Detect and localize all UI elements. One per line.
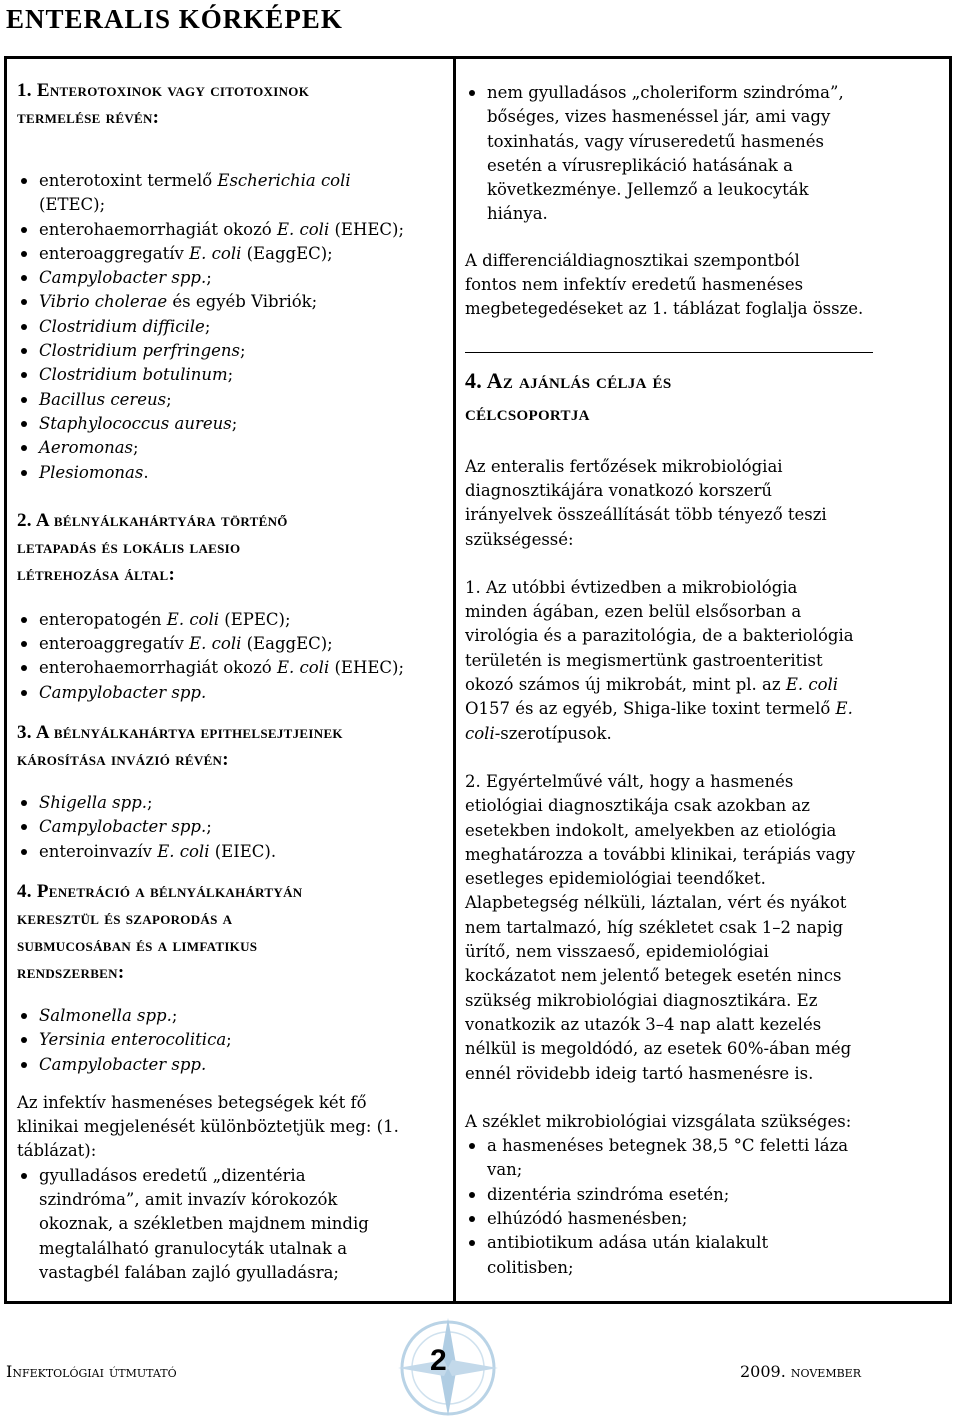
organism-name: Bacillus cereus: [39, 389, 167, 409]
text-run: enteroinvazív: [39, 841, 158, 861]
text-line: colitisben;: [487, 1257, 574, 1277]
list-item: [17, 169, 437, 193]
text-run: és egyéb Vibriók;: [167, 292, 318, 312]
list-item: [17, 1053, 437, 1077]
heading-line: célcsoportja: [465, 399, 590, 425]
text-line: diagnosztikájára vonatkozó korszerű: [465, 480, 773, 500]
heading-line: 4. Penetráció a bélnyálkahártyán: [17, 880, 303, 902]
list-item: [17, 412, 437, 436]
text-line: nélkül is megoldódó, az esetek 60%-ában még: [465, 1039, 852, 1059]
stool-exam-paragraph: A széklet mikrobiológiai vizsgálata szükséges:: [465, 1111, 852, 1131]
text-line: nem gyulladásos „choleriform szindróma”,: [487, 83, 844, 102]
text-line: kockázatot nem jelentő betegek esetén nincs: [465, 966, 842, 986]
organism-name: E. coli: [276, 658, 330, 678]
organism-name: Campylobacter spp.: [39, 817, 207, 837]
section-3-list: [17, 791, 437, 864]
text-line: minden ágában, ezen belül elsősorban a: [465, 602, 802, 622]
text-line: okoznak, a székletben majdnem mindig: [39, 1214, 369, 1234]
text-run: (ETEC);: [39, 195, 106, 215]
organism-name: coli: [465, 723, 495, 743]
list-item: [17, 218, 437, 242]
text-line: Az enteralis fertőzések mikrobiológiai: [465, 456, 783, 476]
organism-name: Clostridium botulinum: [39, 365, 228, 385]
text-line: elhúzódó hasmenésben;: [487, 1208, 688, 1228]
list-item: [17, 1164, 437, 1285]
differential-paragraph: [465, 249, 935, 322]
list-item: [17, 436, 437, 460]
section-4-list: [17, 1004, 437, 1077]
text-line: toxinhatás, vagy víruseredetű hasmenés: [487, 131, 824, 151]
text-run: ;: [227, 365, 234, 385]
intro-paragraph: [17, 1091, 437, 1164]
text-run: (EaggEC);: [241, 634, 333, 654]
column-divider: [453, 59, 456, 1301]
section-goal-heading: [465, 365, 935, 429]
organism-name: Campylobacter spp.: [39, 268, 207, 288]
text-line: esetleges epidemiológiai teendőket.: [465, 869, 766, 889]
text-run: ;: [166, 389, 172, 409]
organism-name: Vibrio cholerae: [39, 292, 168, 312]
right-column: [465, 59, 935, 1280]
left-column: [17, 59, 437, 1285]
organism-name: Salmonella spp.: [39, 1005, 172, 1025]
list-item: [17, 608, 437, 632]
heading-line: 1. Enterotoxinok vagy citotoxinok: [17, 80, 310, 101]
heading-line: rendszerben:: [17, 961, 125, 983]
text-run: -szerotípusok.: [494, 723, 612, 743]
point-1-paragraph: [465, 576, 935, 746]
organism-name: Staphylococcus aureus: [39, 413, 232, 433]
heading-line: submucosában és a limfatikus: [17, 934, 258, 956]
heading-line: 4. Az ajánlás célja és: [465, 367, 672, 393]
text-line: a hasmenéses betegnek 38,5 °C feletti láza: [487, 1136, 849, 1156]
text-line: dizentéria szindróma esetén;: [487, 1184, 730, 1204]
text-run: enteropatogén: [39, 609, 167, 629]
list-item: [17, 815, 437, 839]
text-line: fontos nem infektív eredetű hasmenéses: [465, 275, 804, 295]
heading-line: letapadás és lokális laesio: [17, 536, 241, 558]
organism-name: E. coli: [166, 609, 220, 629]
organism-name: Aeromonas: [39, 438, 134, 458]
text-line: következménye. Jellemző a leukocyták: [487, 180, 809, 200]
text-line: virológia és a parazitológia, de a bakteriológia: [465, 626, 854, 646]
organism-name: E. coli: [157, 841, 210, 861]
organism-name: Plesiomonas: [39, 462, 144, 482]
organism-name: E.: [835, 699, 853, 719]
text-line: táblázat):: [17, 1141, 97, 1161]
text-run: ;: [231, 413, 238, 433]
text-run: ;: [240, 341, 246, 361]
organism-name: E. coli: [189, 243, 242, 263]
organism-name: Escherichia coli: [217, 171, 351, 190]
text-line: Alapbetegség nélküli, láztalan, vért és nyákot: [465, 893, 847, 913]
stool-exam-list: [465, 1134, 935, 1280]
text-run: O157 és az egyéb, Shiga-like toxint termelő: [465, 699, 836, 719]
text-line: ennél rövidebb ideig tartó hasmenésre is.: [465, 1063, 814, 1083]
organism-name: E. coli: [189, 634, 242, 654]
organism-name: Clostridium perfringens: [39, 341, 240, 361]
list-item: [17, 363, 437, 387]
page-title: ENTERALIS KÓRKÉPEK: [6, 4, 343, 34]
organism-name: E. coli: [276, 219, 330, 239]
text-line: esetekben indokolt, amelyekben az etiológia: [465, 820, 837, 840]
content-frame: [4, 56, 952, 1304]
text-run: (EIEC).: [209, 841, 277, 861]
section-1-heading: [17, 77, 437, 131]
footer-date: 2009. november: [740, 1362, 861, 1381]
list-item: [17, 290, 437, 314]
text-run: ;: [206, 268, 212, 288]
text-line: szükség mikrobiológiai diagnosztikára. Ez: [465, 990, 818, 1010]
list-item: [17, 1028, 437, 1052]
text-line: [465, 673, 935, 697]
text-line: [465, 697, 935, 721]
list-item: [465, 1134, 935, 1183]
text-run: (EPEC);: [219, 609, 291, 629]
text-line: [465, 722, 935, 746]
list-item: [17, 1004, 437, 1028]
text-run: ;: [204, 316, 211, 336]
text-run: ;: [133, 438, 139, 458]
heading-line: károsítása invázió révén:: [17, 749, 229, 771]
presentation-list: [17, 1164, 437, 1285]
text-line: A differenciáldiagnosztikai szempontból: [465, 250, 800, 270]
list-item: [17, 632, 437, 656]
list-item: [17, 193, 437, 217]
text-line: vonatkozik az utazók 3–4 nap alatt kezelés: [465, 1014, 822, 1034]
list-item: [17, 388, 437, 412]
text-line: 1. Az utóbbi évtizedben a mikrobiológia: [465, 577, 798, 597]
text-line: van;: [487, 1160, 523, 1180]
section-2-heading: [17, 507, 437, 588]
text-line: megtalálható granulocyták utalnak a: [39, 1238, 348, 1258]
compass-watermark-icon: [348, 1308, 548, 1416]
text-run: (EaggEC);: [241, 243, 333, 263]
goal-paragraph: [465, 455, 935, 552]
text-run: ;: [147, 793, 153, 813]
text-run: ;: [206, 817, 212, 837]
text-run: ;: [226, 1030, 232, 1050]
text-line: ürítő, nem visszaeső, epidemiológiai: [465, 942, 769, 962]
list-item: [465, 81, 935, 227]
heading-line: termelése révén:: [17, 107, 160, 128]
text-line: irányelvek összeállítását több tényező teszi: [465, 505, 827, 525]
point-2-paragraph: [465, 770, 935, 1086]
text-run: enteroaggregatív: [39, 634, 190, 654]
text-line: 2. Egyértelművé vált, hogy a hasmenés: [465, 771, 794, 791]
organism-name: Campylobacter spp.: [39, 682, 207, 702]
text-line: vastagbél falában zajló gyulladásra;: [39, 1262, 339, 1282]
heading-line: 3. A bélnyálkahártya epithelsejtjeinek: [17, 722, 343, 744]
list-item: [17, 461, 437, 485]
choleriform-list: [465, 81, 935, 227]
text-line: meghatározza a további klinikai, terápiás vagy: [465, 844, 856, 864]
text-line: bőséges, vizes hasmenéssel jár, ami vagy: [487, 107, 831, 127]
text-line: szükségessé:: [465, 529, 574, 549]
text-run: (EHEC);: [329, 658, 405, 678]
list-item: [17, 315, 437, 339]
text-line: etiológiai diagnosztikája csak azokban az: [465, 796, 810, 816]
organism-name: Campylobacter spp.: [39, 1054, 207, 1074]
organism-name: Clostridium difficile: [39, 316, 205, 336]
list-item: [17, 266, 437, 290]
text-line: klinikai megjelenését különböztetjük meg: (1.: [17, 1117, 399, 1137]
text-line: területén is megismertünk gastroenteritist: [465, 650, 823, 670]
text-run: okozó számos új mikrobát, mint pl. az: [465, 675, 786, 695]
text-run: (EHEC);: [329, 219, 405, 239]
list-item: [17, 791, 437, 815]
section-4-heading: [17, 878, 437, 986]
list-item: [465, 1231, 935, 1280]
list-item: [17, 840, 437, 864]
text-line: szindróma”, amit invazív kórokozók: [39, 1190, 338, 1210]
text-line: hiánya.: [487, 204, 548, 224]
page-number: 2: [430, 1344, 447, 1377]
text-line: Az infektív hasmenéses betegségek két fő: [17, 1092, 367, 1112]
section-3-heading: [17, 719, 437, 773]
text-run: ;: [171, 1005, 178, 1025]
text-run: enteroaggregatív: [39, 243, 190, 263]
text-line: esetén a vírusreplikáció hatásának a: [487, 155, 794, 175]
organism-name: Yersinia enterocolitica: [39, 1030, 227, 1050]
text-line: antibiotikum adása után kialakult: [487, 1233, 769, 1253]
text-run: enterotoxint termelő: [39, 171, 218, 190]
list-item: [465, 1207, 935, 1231]
section-2-list: [17, 608, 437, 705]
organism-name: Shigella spp.: [39, 793, 148, 813]
heading-line: keresztül és szaporodás a: [17, 907, 233, 929]
text-line: nem tartalmazó, híg székletet csak 1–2 napig: [465, 917, 844, 937]
text-line: megbetegedéseket az 1. táblázat foglalja össze.: [465, 299, 864, 319]
heading-line: 2. A bélnyálkahártyára történő: [17, 509, 288, 531]
organism-name: E. coli: [785, 675, 839, 695]
list-item: [17, 681, 437, 705]
list-item: [17, 339, 437, 363]
list-item: [17, 656, 437, 680]
text-run: enterohaemorrhagiát okozó: [39, 658, 277, 678]
heading-line: létrehozása által:: [17, 563, 176, 585]
list-item: [17, 242, 437, 266]
list-item: [465, 1183, 935, 1207]
section-1-list: [17, 169, 437, 485]
footer-publication: Infektológiai útmutató: [6, 1362, 177, 1381]
text-run: enterohaemorrhagiát okozó: [39, 219, 277, 239]
text-line: gyulladásos eredetű „dizentéria: [39, 1165, 306, 1185]
text-run: .: [143, 462, 149, 482]
